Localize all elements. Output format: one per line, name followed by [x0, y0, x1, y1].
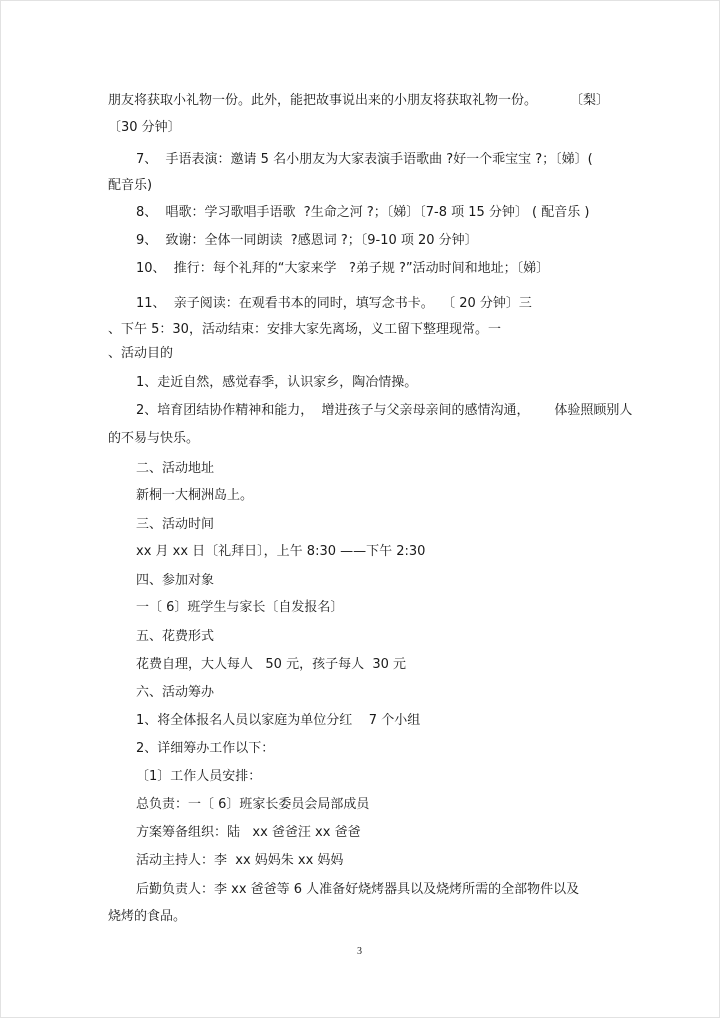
text-line: 朋友将获取小礼物一份。此外，能把故事说出来的小朋友将获取礼物一份。 〔梨〕	[108, 93, 610, 108]
section-heading: 四、参加对象	[136, 573, 215, 588]
text-line: 〔30 分钟〕	[108, 120, 181, 135]
text-line: 花费自理，大人每人 50 元，孩子每人 30 元	[136, 657, 407, 672]
text-line: 方案筹备组织：陆 xx 爸爸汪 xx 爸爸	[136, 825, 361, 840]
text-line: 2、培育团结协作精神和能力， 增进孩子与父亲母亲间的感情沟通， 体验照顾别人	[136, 403, 633, 418]
text-line: 配音乐)	[108, 178, 153, 193]
text-line: 1、走近自然，感觉春季，认识家乡，陶冶情操。	[136, 375, 418, 390]
section-heading: 五、花费形式	[136, 629, 215, 644]
text-line: 11、 亲子阅读：在观看书本的同时，填写念书卡。 〔 20 分钟〕三	[136, 296, 532, 311]
text-line: 、下午 5：30，活动结束：安排大家先离场，义工留下整理现常。一	[108, 322, 501, 337]
text-line: 9、 致谢：全体一同朗读 ?感恩词 ?；〔9-10 项 20 分钟〕	[136, 233, 478, 248]
page-number: 3	[357, 946, 362, 957]
text-line: 总负责：一〔 6〕班家长委员会局部成员	[136, 797, 370, 812]
section-heading: 三、活动时间	[136, 517, 215, 532]
text-line: 烧烤的食品。	[108, 909, 187, 924]
text-line: 的不易与快乐。	[108, 431, 200, 446]
text-line: 1、将全体报名人员以家庭为单位分红 7 个小组	[136, 713, 421, 728]
text-line: 8、 唱歌：学习歌唱手语歌 ?生命之河 ?；〔娣〕〔7-8 项 15 分钟〕 ( 配音乐 )	[136, 205, 590, 220]
text-line: 10、 推行：每个礼拜的“大家来学 ?弟子规 ?”活动时间和地址；〔娣〕	[136, 261, 550, 276]
text-line: 一〔 6〕班学生与家长〔自发报名〕	[136, 600, 344, 615]
section-heading: 六、活动筹办	[136, 685, 215, 700]
text-line: xx 月 xx 日〔礼拜日〕，上午 8:30 ——下午 2:30	[136, 544, 426, 559]
text-line: 〔1〕工作人员安排：	[136, 769, 262, 784]
text-line: 后勤负责人：李 xx 爸爸等 6 人准备好烧烤器具以及烧烤所需的全部物件以及	[136, 882, 580, 897]
text-line: 2、详细筹办工作以下：	[136, 741, 275, 756]
section-heading: 二、活动地址	[136, 461, 215, 476]
text-line: 新桐一大桐洲岛上。	[136, 488, 254, 503]
section-heading: 、活动目的	[108, 346, 174, 361]
text-line: 7、 手语表演：邀请 5 名小朋友为大家表演手语歌曲 ?好一个乖宝宝 ?；〔娣〕(	[136, 152, 593, 167]
text-line: 活动主持人：李 xx 妈妈朱 xx 妈妈	[136, 853, 344, 868]
